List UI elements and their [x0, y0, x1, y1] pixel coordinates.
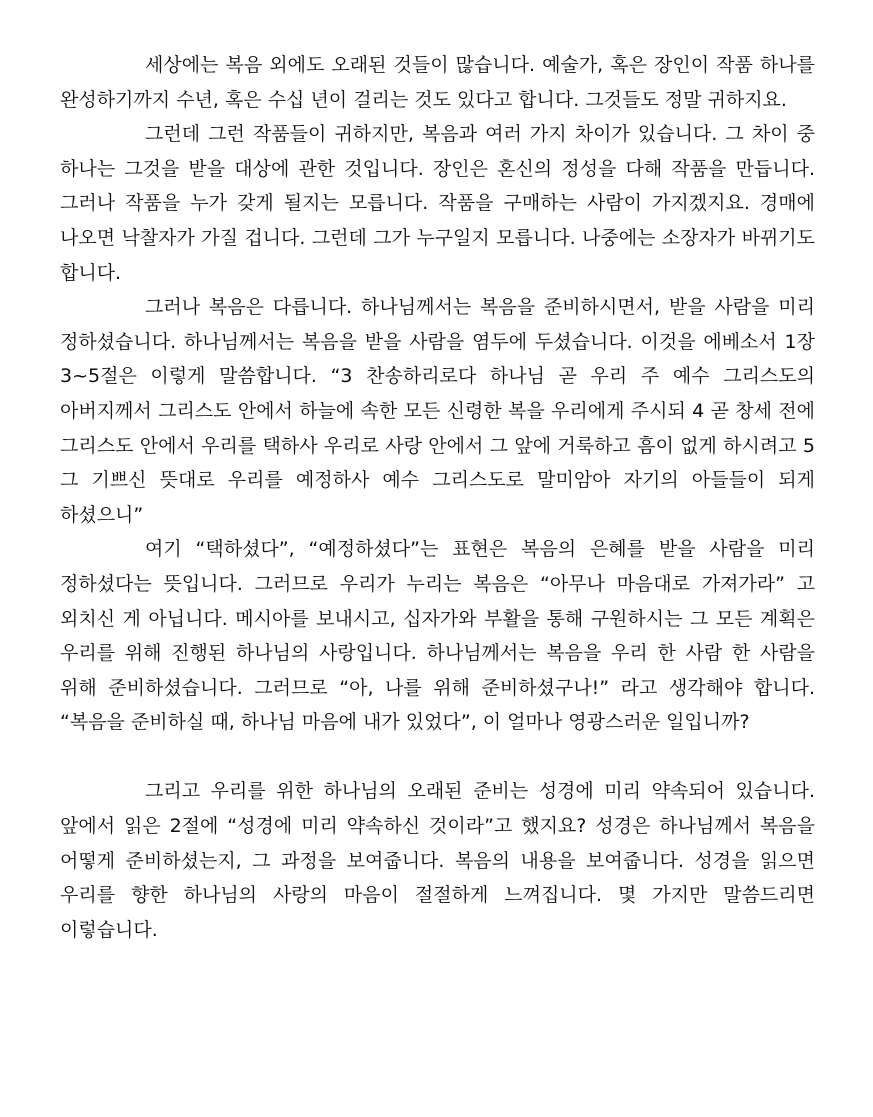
paragraph-3: 그러나 복음은 다릅니다. 하나님께서는 복음을 준비하시면서, 받을 사람을 미리 정하셨습니다. 하나님께서는 복음을 받을 사람을 염두에 두셨습니다. 이것을 에베소서 1장 3~5절은 이렇게 말씀합니다. “3 찬송하리로다 하나님 곧 우리 주 예수 그리스도의 아버지께서 그리스도 안에서 하늘에 속한 모든 신령한 복을 우리에게 주시되 4 곧 창세 전에 그리스도 안에서 우리를 택하사 우리로 사랑 안에서 그 앞에 거룩하고 흠이 없게 하시려고 5 그 기쁘신 뜻대로 우리를 예정하사 예수 그리스도로 말미암아 자기의 아들들이 되게 하셨으니” — [60, 296, 815, 526]
paragraph-5: 그리고 우리를 위한 하나님의 오래된 준비는 성경에 미리 약속되어 있습니다. 앞에서 읽은 2절에 “성경에 미리 약속하신 것이라”고 했지요? 성경은 하나님께서 복음을 어떻게 준비하셨는지, 그 과정을 보여줍니다. 복음의 내용을 보여줍니다. 성경을 읽으면 우리를 향한 하나님의 사랑의 마음이 절절하게 느껴집니다. 몇 가지만 말씀드리면 이렇습니다. — [60, 780, 815, 941]
paragraph-1: 세상에는 복음 외에도 오래된 것들이 많습니다. 예술가, 혹은 장인이 작품 하나를 완성하기까지 수년, 혹은 수십 년이 걸리는 것도 있다고 합니다. 그것들도 정말 귀하지요. — [60, 54, 815, 111]
paragraph-gap — [60, 740, 815, 775]
paragraph-2: 그런데 그런 작품들이 귀하지만, 복음과 여러 가지 차이가 있습니다. 그 차이 중 하나는 그것을 받을 대상에 관한 것입니다. 장인은 혼신의 정성을 다해 작품을 만듭니다. 그러나 작품을 누가 갖게 될지는 모릅니다. 작품을 구매하는 사람이 가지겠지요. 경매에 나오면 낙찰자가 가질 겁니다. 그런데 그가 누구일지 모릅니다. 나중에는 소장자가 바뀌기도 합니다. — [60, 123, 815, 284]
document-page — [60, 48, 815, 947]
paragraph-4: 여기 “택하셨다”, “예정하셨다”는 표현은 복음의 은혜를 받을 사람을 미리 정하셨다는 뜻입니다. 그러므로 우리가 누리는 복음은 “아무나 마음대로 가져가라” 고 외치신 게 아닙니다. 메시아를 보내시고, 십자가와 부활을 통해 구원하시는 그 모든 계획은 우리를 위해 진행된 하나님의 사랑입니다. 하나님께서는 복음을 우리 한 사람 한 사람을 위해 준비하셨습니다. 그러므로 “아, 나를 위해 준비하셨구나!” 라고 생각해야 합니다. “복음을 준비하실 때, 하나님 마음에 내가 있었다”, 이 얼마나 영광스러운 일입니까? — [60, 538, 815, 734]
